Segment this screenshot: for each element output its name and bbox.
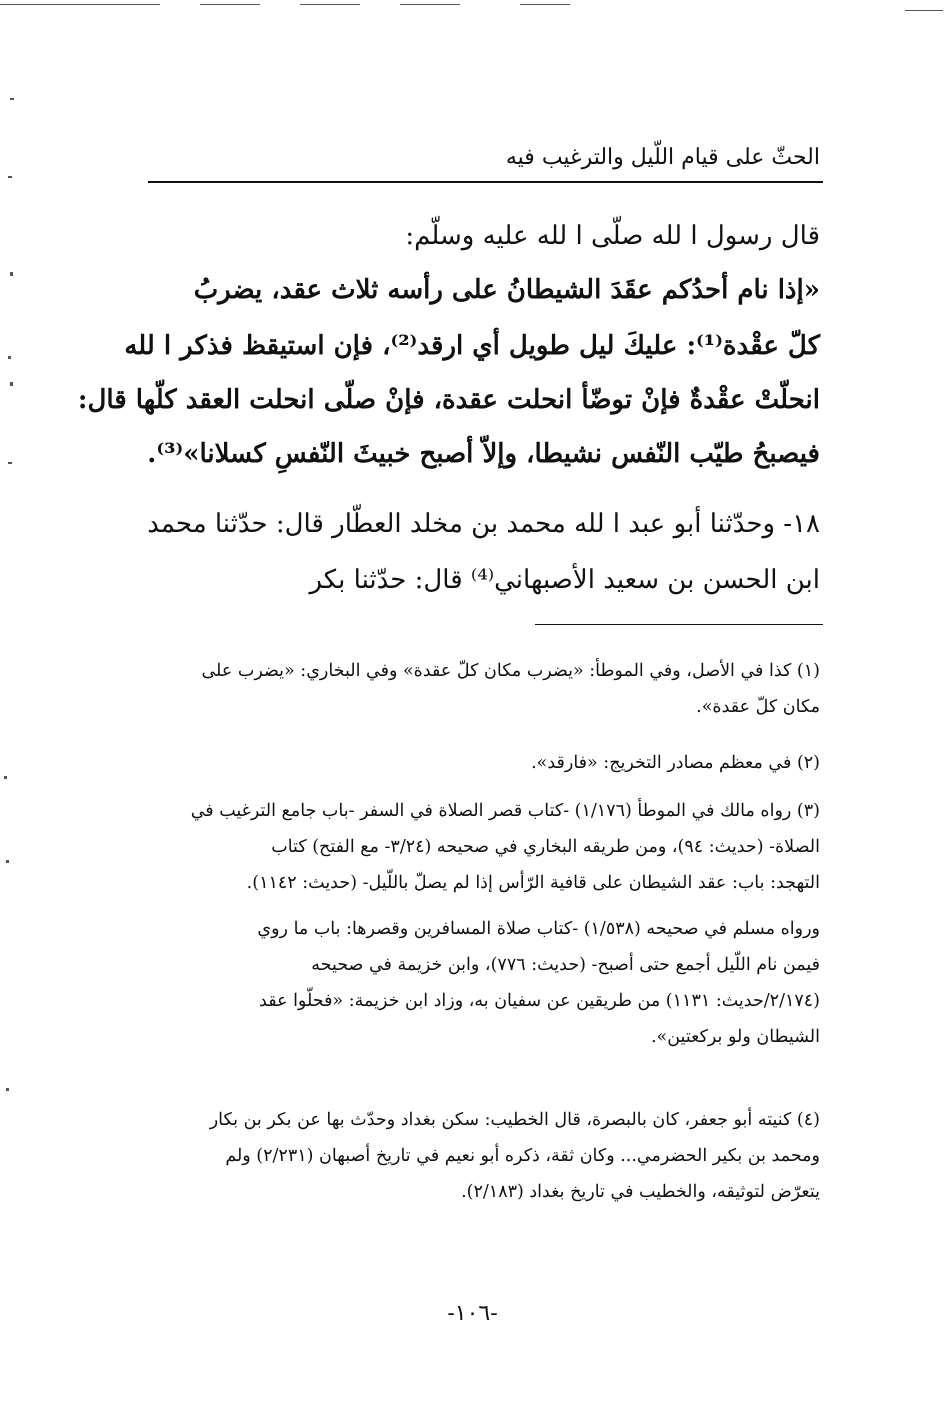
scan-mark xyxy=(6,860,9,863)
footnote-line: (١) كذا في الأصل، وفي الموطأ: «يضرب مكان كلّ عقدة» وفي البخاري: «يضرب على xyxy=(201,661,820,681)
scan-mark xyxy=(300,4,360,5)
footnote-line: فيمن نام اللّيل أجمع حتى أصبح- (حديث: ٧٧٦)، وابن خزيمة في صحيحه xyxy=(311,955,820,975)
hadith-line: كلّ عقْدة⁽¹⁾: عليكَ ليل طويل أي ارقد⁽²⁾، فإن استيقظ فذكر ا لله xyxy=(124,331,820,361)
footnote-line: (٢) في معظم مصادر التخريج: «فارقد». xyxy=(531,753,820,773)
narration-line: ابن الحسن بن سعيد الأصبهاني⁽⁴⁾ قال: حدّثنا بكر xyxy=(309,565,820,595)
footnote-line: الشيطان ولو بركعتين». xyxy=(650,1027,820,1047)
header-rule xyxy=(148,181,823,183)
intro-line: قال رسول ا لله صلّى ا لله عليه وسلّم: xyxy=(405,221,820,251)
scan-mark xyxy=(10,98,14,100)
scan-mark xyxy=(10,382,13,386)
footnote-line: مكان كلّ عقدة». xyxy=(696,697,820,717)
scan-mark xyxy=(8,462,12,464)
scan-mark xyxy=(400,4,460,5)
footnote-1 xyxy=(140,653,820,725)
narration-line: ١٨- وحدّثنا أبو عبد ا لله محمد بن مخلد العطّار قال: حدّثنا محمد xyxy=(147,509,820,539)
scan-mark xyxy=(4,776,7,779)
footnote-line: يتعرّض لتوثيقه، والخطيب في تاريخ بغداد (٢/١٨٣). xyxy=(461,1182,820,1202)
footnote-3 xyxy=(140,793,820,1055)
footnote-line: (٢/١٧٤/حديث: ١١٣١) من طريقين عن سفيان به، وزاد ابن خزيمة: «فحلّوا عقد xyxy=(259,991,820,1011)
scan-mark xyxy=(520,4,570,5)
page-header-title: الحثّ على قيام اللّيل والترغيب فيه xyxy=(505,145,820,170)
scan-mark xyxy=(8,356,11,359)
scan-mark xyxy=(0,4,160,5)
scan-mark xyxy=(905,10,943,11)
footnote-rule xyxy=(535,624,823,625)
footnote-line: ومحمد بن بكير الحضرمي... وكان ثقة، ذكره أبو نعيم في تاريخ أصبهان (٢/٢٣١) ولم xyxy=(225,1146,820,1166)
page-number: -١٠٦- xyxy=(447,1301,498,1326)
scan-mark xyxy=(200,4,260,5)
hadith-line: «إذا نام أحدُكم عقَدَ الشيطانُ على رأسه ثلاث عقد، يضربُ xyxy=(193,275,820,305)
footnote-line: التهجد: باب: عقد الشيطان على قافية الرّأس إذا لم يصلّ باللّيل- (حديث: ١١٤٢). xyxy=(246,873,820,893)
footnote-4 xyxy=(140,1102,820,1210)
footnote-line: (٣) رواه مالك في الموطأ (١/١٧٦) -كتاب قصر الصلاة في السفر -باب جامع الترغيب في xyxy=(190,801,820,821)
scan-mark xyxy=(6,1088,9,1091)
footnote-2 xyxy=(140,745,820,781)
hadith-line: فيصبحُ طيّب النّفس نشيطا، وإلاّ أصبح خبيثَ النّفسِ كسلانا»⁽³⁾. xyxy=(147,439,820,469)
scan-mark xyxy=(8,176,12,178)
footnote-line: الصلاة- (حديث: ٩٤)، ومن طريقه البخاري في صحيحه (٣/٢٤- مع الفتح) كتاب xyxy=(271,837,820,857)
footnote-line: (٤) كنيته أبو جعفر، كان بالبصرة، قال الخطيب: سكن بغداد وحدّث بها عن بكر بن بكار xyxy=(209,1110,820,1130)
scan-mark xyxy=(10,272,13,276)
hadith-line: انحلّتْ عقْدةٌ فإنْ توضّأ انحلت عقدة، فإنْ صلّى انحلت العقد كلّها قال: xyxy=(77,385,820,415)
footnote-line: ورواه مسلم في صحيحه (١/٥٣٨) -كتاب صلاة المسافرين وقصرها: باب ما روي xyxy=(257,919,820,939)
